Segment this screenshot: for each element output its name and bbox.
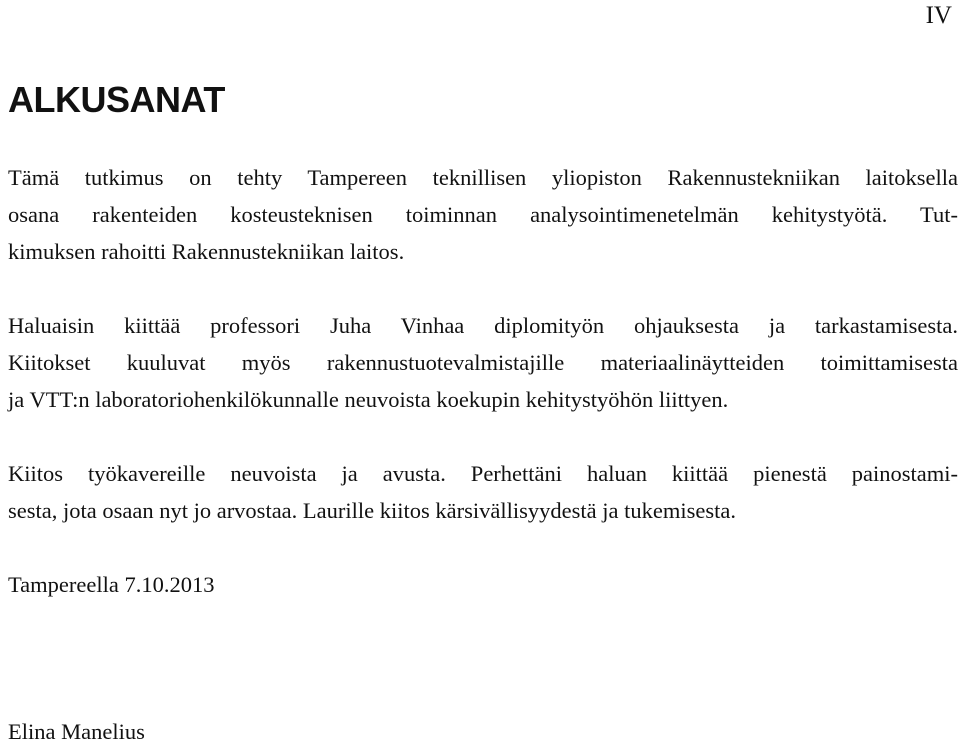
paragraph-line: Tämä tutkimus on tehty Tampereen teknillisen yliopiston Rakennustekniikan laitoksella (8, 165, 958, 190)
paragraph-line: osana rakenteiden kosteusteknisen toiminnan analysointimenetelmän kehitystyötä. Tut- (8, 202, 958, 227)
paragraph-line: ja VTT:n laboratoriohenkilökunnalle neuvoista koekupin kehitystyöhön liittyen. (8, 387, 729, 412)
paragraph-personal-thanks (8, 455, 958, 529)
page-number: IV (925, 2, 952, 29)
page-title: ALKUSANAT (8, 79, 225, 120)
paragraph-line: sesta, jota osaan nyt jo arvostaa. Laurille kiitos kärsivällisyydestä ja tukemisesta. (8, 498, 736, 523)
place-and-date: Tampereella 7.10.2013 (8, 572, 215, 597)
paragraph-line: kimuksen rahoitti Rakennustekniikan laitos. (8, 239, 405, 264)
paragraph-acknowledgements (8, 307, 958, 418)
author-signature: Elina Manelius (8, 719, 145, 744)
paragraph-line: Haluaisin kiittää professori Juha Vinhaa diplomityön ohjauksesta ja tarkastamisesta. (8, 313, 958, 338)
paragraph-line: Kiitos työkavereille neuvoista ja avusta. Perhettäni haluan kiittää pienestä painostami- (8, 461, 958, 486)
paragraph-line: Kiitokset kuuluvat myös rakennustuotevalmistajille materiaalinäytteiden toimittamisesta (8, 350, 958, 375)
paragraph-research-context (8, 159, 958, 270)
